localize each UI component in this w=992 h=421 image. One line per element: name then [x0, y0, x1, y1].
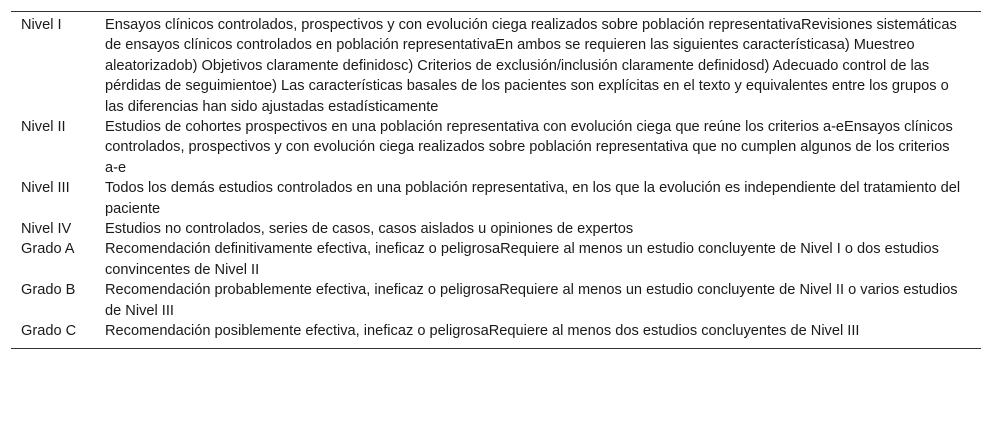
level-cell: Nivel III [21, 180, 70, 197]
table-body [11, 12, 981, 349]
grade-cell: Grado C [21, 323, 77, 340]
description-cell: Todos los demás estudios controlados en una población representativa, en los que la evolución es independiente del tratamiento del paciente [105, 180, 961, 217]
level-cell: Nivel II [21, 119, 66, 136]
table-row [11, 239, 981, 280]
grade-cell: Grado B [21, 282, 76, 299]
description-cell: Ensayos clínicos controlados, prospectivos y con evolución ciega realizados sobre población representativaRevisiones sistemáticas de ensayos clínicos controlados en población representativaEn ambos se requieren las siguientes característicasa) Muestreo aleatorizadob) Objetivos claramente definidosc) Criterios de exclusión/inclusión claramente definidosd) Adecuado control de las pérdidas de seguimientoe) Las características basales de los pacientes son explícitas en el texto y equivalentes entre los grupos o las diferencias han sido ajustadas estadísticamente [105, 17, 957, 115]
description-cell: Estudios no controlados, series de casos, casos aislados u opiniones de expertos [105, 221, 634, 238]
level-cell: Nivel I [21, 17, 62, 33]
description-cell: Recomendación definitivamente efectiva, ineficaz o peligrosaRequiere al menos un estudio concluyente de Nivel I o dos estudios convincentes de Nivel II [105, 241, 939, 278]
evidence-levels-table-container [11, 11, 981, 349]
table-row [11, 280, 981, 321]
table-row [11, 219, 981, 239]
table-row [11, 321, 981, 348]
table-row [11, 178, 981, 219]
description-cell: Estudios de cohortes prospectivos en una población representativa con evolución ciega que reúne los criterios a-eEnsayos clínicos controlados, prospectivos y con evolución ciega realizados sobre población representativa que no cumplen algunos de los criterios a-e [105, 119, 953, 176]
level-cell: Nivel IV [21, 221, 72, 238]
table-row [11, 12, 981, 118]
grade-cell: Grado A [21, 241, 75, 258]
description-cell: Recomendación probablemente efectiva, ineficaz o peligrosaRequiere al menos un estudio concluyente de Nivel II o varios estudios de Nivel III [105, 282, 958, 319]
description-cell: Recomendación posiblemente efectiva, ineficaz o peligrosaRequiere al menos dos estudios concluyentes de Nivel III [105, 323, 860, 340]
evidence-levels-table [11, 11, 981, 349]
table-row [11, 117, 981, 178]
